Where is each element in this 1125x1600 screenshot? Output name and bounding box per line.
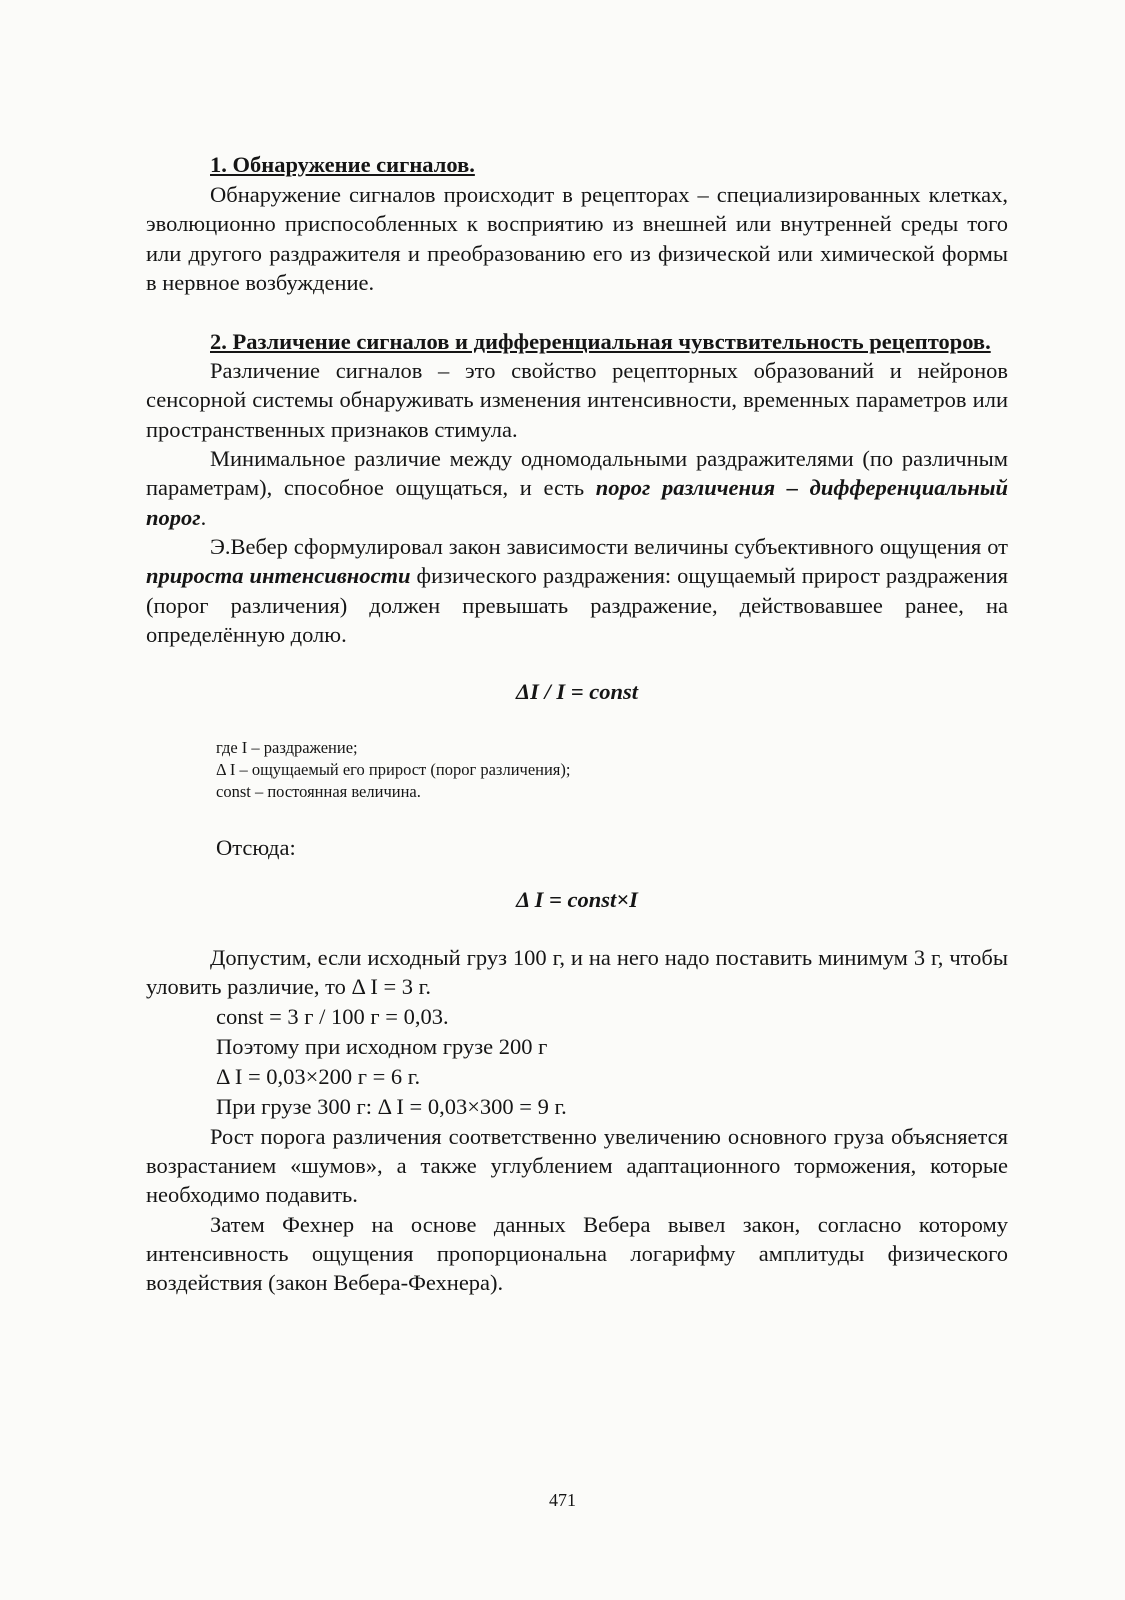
p2-end: . xyxy=(200,504,207,530)
calc-line-4: При грузе 300 г: Δ I = 0,03×300 = 9 г. xyxy=(216,1093,567,1119)
example-paragraph: Допустим, если исходный груз 100 г, и на него надо поставить минимум 3 г, чтобы уловить различие, то Δ I = 3 г. xyxy=(146,945,1008,1000)
p3-text: Э.Вебер сформулировал закон зависимости величины субъективного ощущения от xyxy=(210,533,1008,559)
page-number: 471 xyxy=(549,1490,576,1510)
section2-paragraph-2 xyxy=(146,444,1008,532)
p2-term: порог различения – дифференциальный порог xyxy=(146,475,1008,530)
section1-heading: 1. Обнаружение сигналов. xyxy=(210,152,475,177)
page-content xyxy=(146,150,1008,1298)
formula-weber: ΔI / I = const xyxy=(516,679,638,705)
section2-paragraph-1: Различение сигналов – это свойство рецепторных образований и нейронов сенсорной системы обнаруживать изменения интенсивности, временных параметров или пространственных признаков стимула. xyxy=(146,358,1008,442)
formula-legend xyxy=(216,737,1008,803)
section2-paragraph-5: Затем Фехнер на основе данных Вебера вывел закон, согласно которому интенсивность ощущения пропорциональна логарифму амплитуды физического воздействия (закон Вебера-Фехнера). xyxy=(146,1211,1008,1296)
section1-paragraph: Обнаружение сигналов происходит в рецепторах – специализированных клетках, эволюционно приспособленных к восприятию из внешней или внутренней среды того или другого раздражителя и преобразованию его из физической или химической формы в нервное возбуждение. xyxy=(146,182,1008,295)
p3-term: прироста интенсивности xyxy=(146,563,411,589)
legend-line-1: где I – раздражение; xyxy=(216,738,358,758)
calc-line-3: Δ I = 0,03×200 г = 6 г. xyxy=(216,1063,421,1089)
calc-line-2: Поэтому при исходном грузе 200 г xyxy=(216,1033,548,1059)
section2-paragraph-4: Рост порога различения соответственно увеличению основного груза объясняется возрастанием «шумов», а также углублением адаптационного торможения, которые необходимо подавить. xyxy=(146,1123,1008,1208)
section2-paragraph-3 xyxy=(146,532,1008,649)
legend-line-3: const – постоянная величина. xyxy=(216,782,421,802)
calc-line-1: const = 3 г / 100 г = 0,03. xyxy=(216,1003,449,1029)
p3-end: физического раздражения: ощущаемый прирост раздражения (порог различения) должен превышать раздражение, действовавшее ранее, на определённую долю. xyxy=(146,563,1008,647)
section2-heading: 2. Различение сигналов и дифференциальная чувствительность рецепторов. xyxy=(210,329,991,355)
hence-label: Отсюда: xyxy=(216,835,296,861)
formula-derived: Δ I = const×I xyxy=(516,887,638,913)
p2-text: Минимальное различие между одномодальными раздражителями (по различным параметрам), способное ощущаться, и есть xyxy=(146,446,1008,501)
legend-line-2: Δ I – ощущаемый его прирост (порог различения); xyxy=(216,760,571,780)
